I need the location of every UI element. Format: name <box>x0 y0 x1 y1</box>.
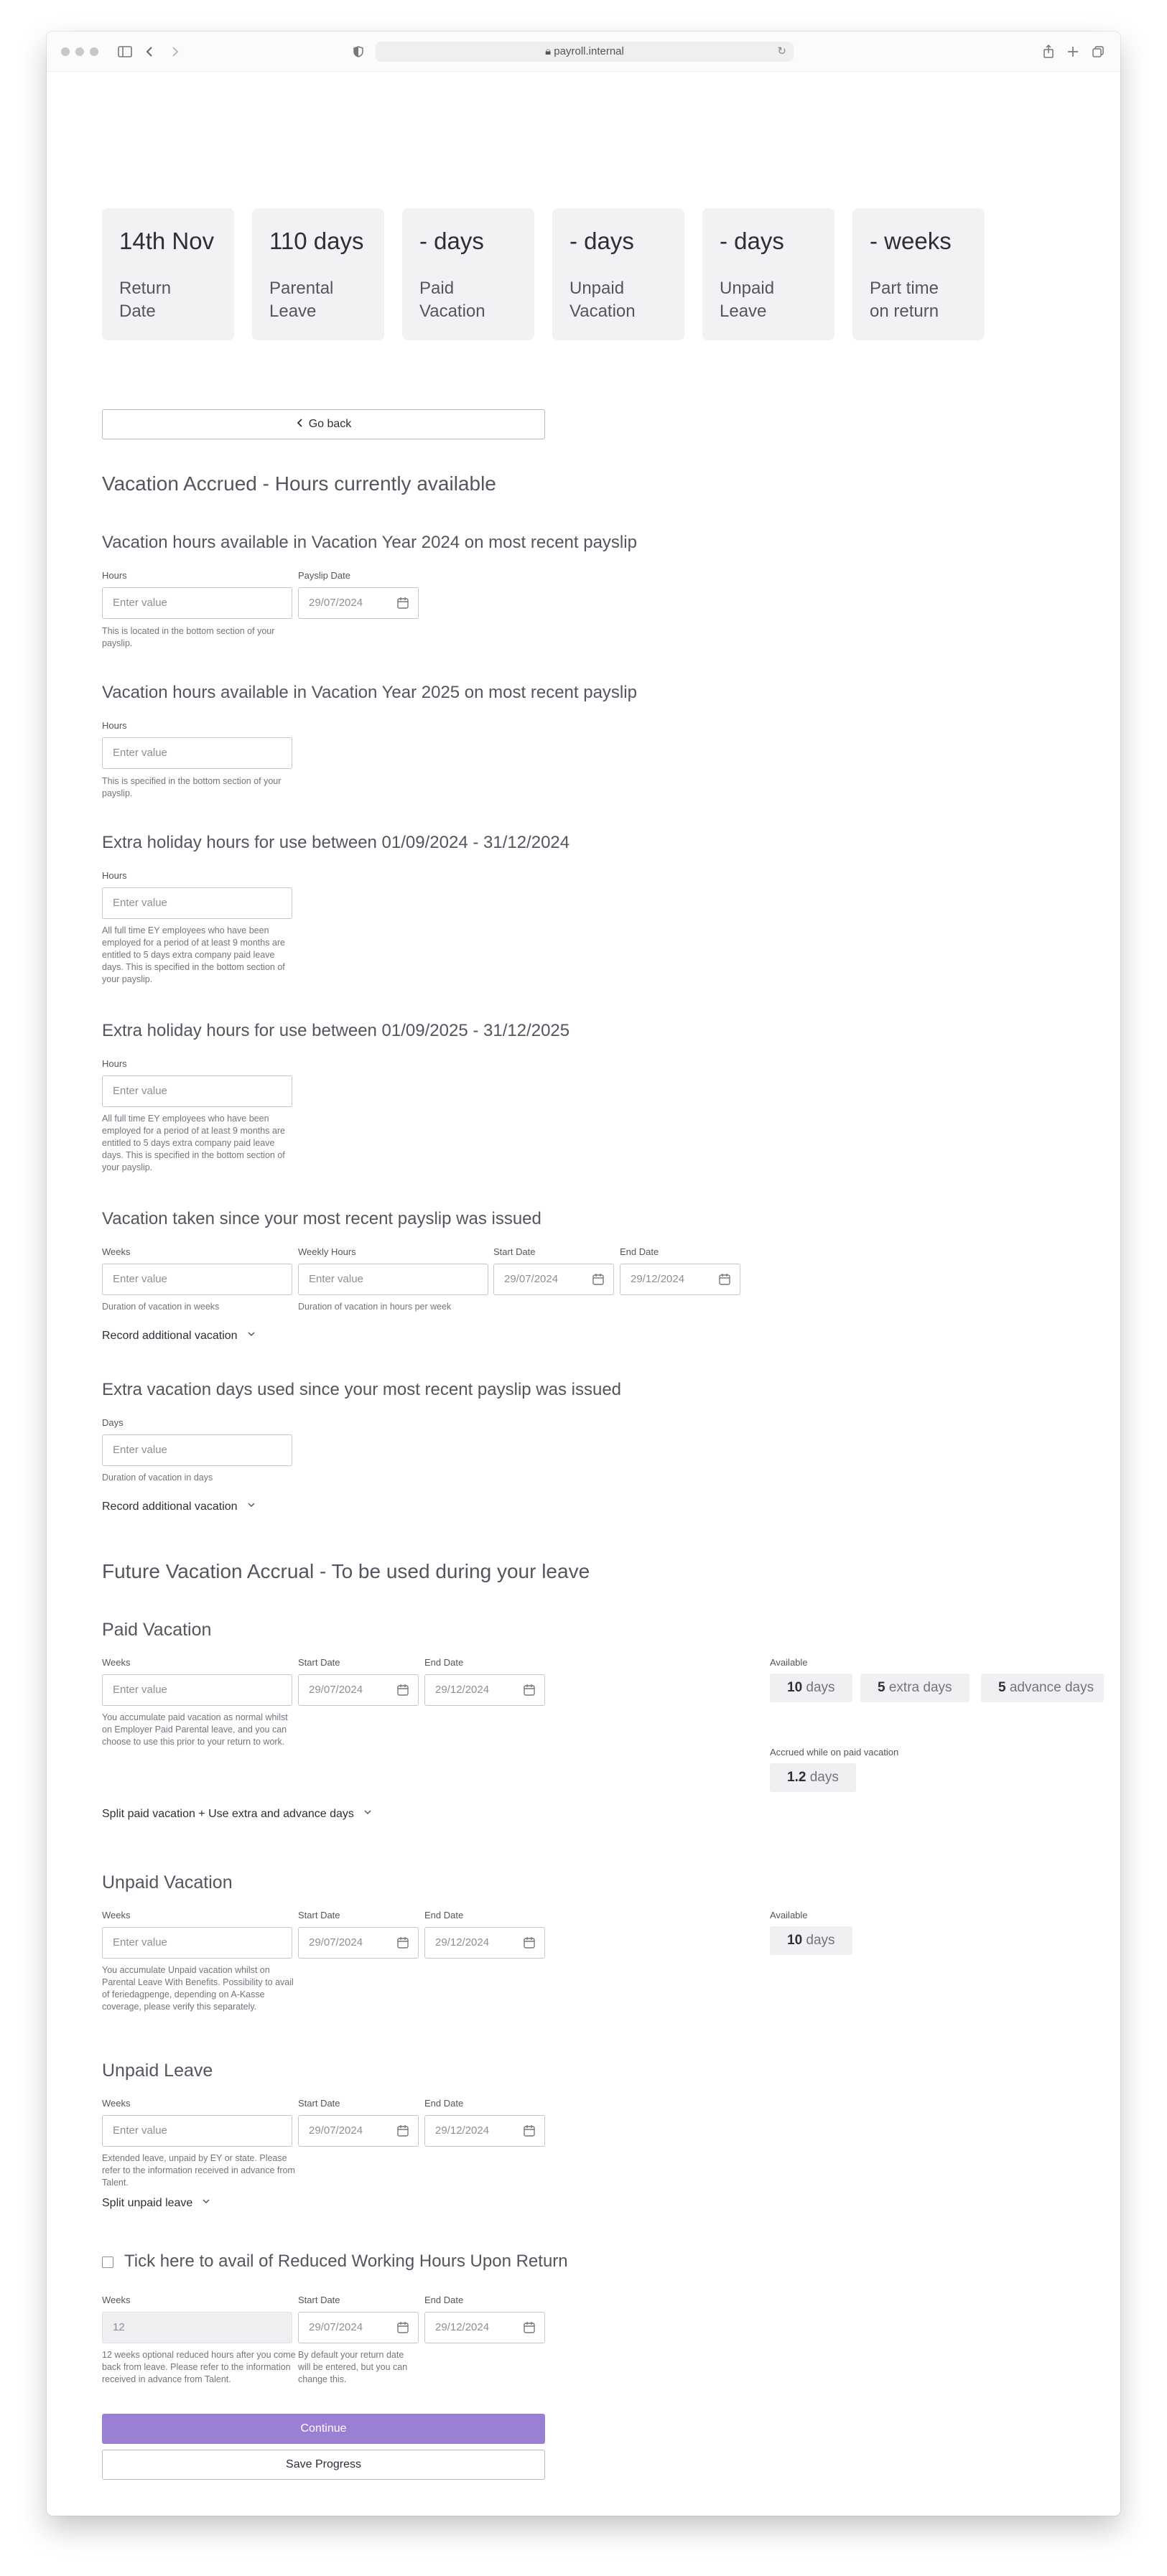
label-days-used: Days <box>102 1417 124 1428</box>
calendar-icon[interactable] <box>523 2321 536 2334</box>
section-title-accrued: Vacation Accrued - Hours currently available <box>102 472 496 495</box>
chip-advance-days <box>981 1674 1104 1702</box>
stat-value: 14th Nov <box>119 228 215 254</box>
extra-hours-2024-input[interactable]: Enter value <box>102 887 292 919</box>
label-weekly-hours: Weekly Hours <box>298 1246 356 1257</box>
stat-return-date <box>102 208 234 340</box>
end-date-taken-input[interactable] <box>620 1264 740 1295</box>
calendar-icon[interactable] <box>396 1936 409 1949</box>
label-hours-extra-2024: Hours <box>102 870 127 881</box>
stat-value: 110 days <box>269 228 364 254</box>
stat-part-time <box>852 208 985 340</box>
chevron-left-icon <box>296 410 304 439</box>
browser-toolbar <box>47 32 1120 72</box>
end-date-value: 29/12/2024 <box>435 1936 490 1949</box>
chip-available-days <box>770 1674 852 1702</box>
calendar-icon[interactable] <box>718 1273 731 1286</box>
start-date-value: 29/07/2024 <box>309 1684 363 1696</box>
stat-value: - days <box>569 228 634 254</box>
title-unpaid-leave: Unpaid Leave <box>102 2061 213 2081</box>
help-extra-2024: All full time EY employees who have been employed for a period of at least 9 months are entitled to 5 days extra company paid leave days. This is specified in the bottom section of your payslip. <box>102 925 286 984</box>
chip-unit: advance days <box>1009 1680 1094 1695</box>
start-date-taken-input[interactable] <box>493 1264 614 1295</box>
chip-number: 5 <box>998 1680 1006 1695</box>
browser-window <box>47 32 1120 2516</box>
help-unpaid-vacation: You accumulate Unpaid vacation whilst on Parental Leave With Benefits. Possibility to avail of feriedagpenge, depending on A-Kasse coverage, please verify this separately. <box>102 1965 294 2012</box>
label-payslip-date: Payslip Date <box>298 570 350 581</box>
stat-value: - days <box>419 228 484 254</box>
record-additional-vacation-link-2[interactable] <box>102 1501 255 1513</box>
help-weeks-taken: Duration of vacation in weeks <box>102 1302 220 1312</box>
stat-label: Paid Vacation <box>419 279 485 321</box>
lock-icon: 🔒︎ <box>545 45 554 57</box>
minimize-window-dot[interactable] <box>75 47 84 56</box>
end-date-value: 29/12/2024 <box>435 1684 490 1696</box>
label-available-paid: Available <box>770 1657 808 1668</box>
stat-paid-vacation <box>402 208 534 340</box>
address-url: payroll.internal <box>554 45 624 57</box>
calendar-icon[interactable] <box>396 597 409 610</box>
label-start-paid: Start Date <box>298 1657 340 1668</box>
address-bar[interactable] <box>376 42 794 62</box>
chip-available-unpaid-days <box>770 1926 852 1955</box>
label-available-unpaid: Available <box>770 1910 808 1921</box>
chip-number: 1.2 <box>787 1770 806 1785</box>
title-vacation-taken: Vacation taken since your most recent payslip was issued <box>102 1209 541 1228</box>
title-reduced-hours: Tick here to avail of Reduced Working Hours Upon Return <box>124 2251 568 2271</box>
label-weeks-unpaid-vac: Weeks <box>102 1910 131 1921</box>
start-date-reduced-input[interactable] <box>298 2312 419 2343</box>
help-paid-vacation: You accumulate paid vacation as normal whilst on Employer Paid Parental leave, and you can choose to use this prior to your return to work. <box>102 1712 288 1747</box>
help-weekly-hours: Duration of vacation in hours per week <box>298 1302 452 1312</box>
forward-arrow-icon[interactable] <box>170 42 180 62</box>
stat-label: Part time on return <box>870 279 939 321</box>
chip-unit: extra days <box>888 1680 952 1695</box>
calendar-icon[interactable] <box>396 2321 409 2334</box>
stat-value: - days <box>720 228 784 254</box>
start-date-unpaid-leave-input[interactable] <box>298 2115 419 2147</box>
end-date-paid-input[interactable] <box>424 1674 545 1706</box>
stat-label: Unpaid Leave <box>720 279 775 321</box>
days-used-input[interactable]: Enter value <box>102 1434 292 1466</box>
split-paid-vacation-link[interactable] <box>102 1808 371 1821</box>
split-unpaid-label: Split unpaid leave <box>102 2197 193 2209</box>
label-start-unpaid-vac: Start Date <box>298 1910 340 1921</box>
calendar-icon[interactable] <box>396 1684 409 1697</box>
calendar-icon[interactable] <box>523 2124 536 2137</box>
split-unpaid-leave-link[interactable] <box>102 2197 210 2210</box>
calendar-icon[interactable] <box>592 1273 605 1286</box>
start-date-value: 29/07/2024 <box>309 2321 363 2333</box>
start-date-unpaid-vacation-input[interactable] <box>298 1927 419 1959</box>
stat-unpaid-leave <box>702 208 834 340</box>
help-days-used: Duration of vacation in days <box>102 1473 213 1483</box>
weeks-taken-input[interactable]: Enter value <box>102 1264 292 1295</box>
label-end-taken: End Date <box>620 1246 659 1257</box>
calendar-icon[interactable] <box>523 1684 536 1697</box>
reduced-hours-checkbox[interactable] <box>102 2257 113 2268</box>
label-end-paid: End Date <box>424 1657 464 1668</box>
stat-value: - weeks <box>870 228 952 254</box>
continue-button[interactable]: Continue <box>102 2414 545 2444</box>
record-additional-label: Record additional vacation <box>102 1501 238 1513</box>
go-back-button[interactable] <box>102 409 545 439</box>
extra-hours-2025-input[interactable]: Enter value <box>102 1075 292 1107</box>
weeks-unpaid-leave-input[interactable]: Enter value <box>102 2115 292 2147</box>
share-icon[interactable] <box>1042 42 1055 62</box>
go-back-label: Go back <box>308 418 352 430</box>
label-hours-extra-2025: Hours <box>102 1058 127 1069</box>
label-hours-2024: Hours <box>102 570 127 581</box>
section-title-future: Future Vacation Accrual - To be used during your leave <box>102 1560 590 1582</box>
split-paid-label: Split paid vacation + Use extra and advance days <box>102 1808 354 1820</box>
label-weeks-paid: Weeks <box>102 1657 131 1668</box>
label-end-reduced: End Date <box>424 2295 464 2305</box>
back-arrow-icon[interactable] <box>144 42 154 62</box>
end-date-unpaid-vacation-input[interactable] <box>424 1927 545 1959</box>
page-content <box>47 72 1120 2516</box>
chevron-down-icon <box>203 2198 210 2205</box>
stat-label: Return Date <box>119 279 172 321</box>
new-tab-icon[interactable] <box>1066 42 1079 62</box>
chip-unit: days <box>806 1933 835 1948</box>
chevron-down-icon <box>364 1809 371 1816</box>
help-extra-2025: All full time EY employees who have been employed for a period of at least 9 months are entitled to 5 days extra company paid leave days. This is specified in the bottom section of your payslip. <box>102 1114 286 1172</box>
payslip-date-value: 29/07/2024 <box>309 597 363 609</box>
chip-number: 5 <box>878 1680 885 1695</box>
weeks-paid-input[interactable]: Enter value <box>102 1674 292 1706</box>
zoom-window-dot[interactable] <box>90 47 98 56</box>
payslip-date-input[interactable] <box>298 587 419 619</box>
reload-icon[interactable]: ↻ <box>777 45 786 57</box>
help-2024: This is located in the bottom section of your payslip. <box>102 626 275 648</box>
label-weeks-reduced: Weeks <box>102 2295 131 2305</box>
label-accrued-paid: Accrued while on paid vacation <box>770 1747 899 1758</box>
label-hours-2025: Hours <box>102 720 127 731</box>
sidebar-toggle-icon[interactable] <box>117 42 133 62</box>
end-date-reduced-input[interactable] <box>424 2312 545 2343</box>
end-date-value: 29/12/2024 <box>631 1273 685 1285</box>
label-end-unpaid-leave: End Date <box>424 2098 464 2109</box>
save-progress-button[interactable]: Save Progress <box>102 2450 545 2480</box>
chevron-down-icon <box>248 1330 255 1338</box>
label-start-unpaid-leave: Start Date <box>298 2098 340 2109</box>
tab-overview-icon[interactable] <box>1091 42 1105 62</box>
label-start-reduced: Start Date <box>298 2295 340 2305</box>
help-weeks-reduced: 12 weeks optional reduced hours after you come back from leave. Please refer to the information received in advance from Talent. <box>102 2350 296 2384</box>
record-additional-label: Record additional vacation <box>102 1330 238 1342</box>
title-extra-days-used: Extra vacation days used since your most recent payslip was issued <box>102 1380 622 1399</box>
title-extra-2025: Extra holiday hours for use between 01/09/2025 - 31/12/2025 <box>102 1021 570 1040</box>
chip-accrued-days <box>770 1763 856 1792</box>
chip-extra-days <box>860 1674 970 1702</box>
label-weeks-unpaid-leave: Weeks <box>102 2098 131 2109</box>
weekly-hours-input[interactable]: Enter value <box>298 1264 488 1295</box>
hours-2025-input[interactable]: Enter value <box>102 737 292 769</box>
start-date-value: 29/07/2024 <box>504 1273 559 1285</box>
weeks-reduced-input[interactable]: 12 <box>102 2312 292 2343</box>
calendar-icon[interactable] <box>396 2124 409 2137</box>
label-end-unpaid-vac: End Date <box>424 1910 464 1921</box>
stat-label: Parental Leave <box>269 279 334 321</box>
label-start-taken: Start Date <box>493 1246 536 1257</box>
stat-unpaid-vacation <box>552 208 684 340</box>
hours-2024-input[interactable]: Enter value <box>102 587 292 619</box>
stat-label: Unpaid Vacation <box>569 279 636 321</box>
title-paid-vacation: Paid Vacation <box>102 1620 212 1640</box>
chip-unit: days <box>809 1770 839 1785</box>
close-window-dot[interactable] <box>61 47 70 56</box>
start-date-value: 29/07/2024 <box>309 2124 363 2137</box>
end-date-value: 29/12/2024 <box>435 2124 490 2137</box>
stat-parental-leave <box>252 208 384 340</box>
start-date-value: 29/07/2024 <box>309 1936 363 1949</box>
label-weeks-taken: Weeks <box>102 1246 131 1257</box>
end-date-unpaid-leave-input[interactable] <box>424 2115 545 2147</box>
chip-number: 10 <box>787 1680 803 1695</box>
record-additional-vacation-link[interactable] <box>102 1330 255 1343</box>
weeks-unpaid-vacation-input[interactable]: Enter value <box>102 1927 292 1959</box>
title-unpaid-vacation: Unpaid Vacation <box>102 1872 233 1893</box>
title-vacation-2024: Vacation hours available in Vacation Year 2024 on most recent payslip <box>102 533 637 552</box>
help-start-reduced: By default your return date will be entered, but you can change this. <box>298 2350 408 2384</box>
chip-unit: days <box>806 1680 835 1695</box>
title-extra-2024: Extra holiday hours for use between 01/09/2024 - 31/12/2024 <box>102 833 570 852</box>
start-date-paid-input[interactable] <box>298 1674 419 1706</box>
help-unpaid-leave: Extended leave, unpaid by EY or state. Please refer to the information received in advance from Talent. <box>102 2153 295 2188</box>
calendar-icon[interactable] <box>523 1936 536 1949</box>
end-date-value: 29/12/2024 <box>435 2321 490 2333</box>
title-vacation-2025: Vacation hours available in Vacation Year 2025 on most recent payslip <box>102 683 637 702</box>
privacy-shield-icon[interactable] <box>352 42 365 62</box>
chevron-down-icon <box>248 1501 255 1508</box>
help-2025: This is specified in the bottom section of your payslip. <box>102 776 282 798</box>
chip-number: 10 <box>787 1933 803 1948</box>
